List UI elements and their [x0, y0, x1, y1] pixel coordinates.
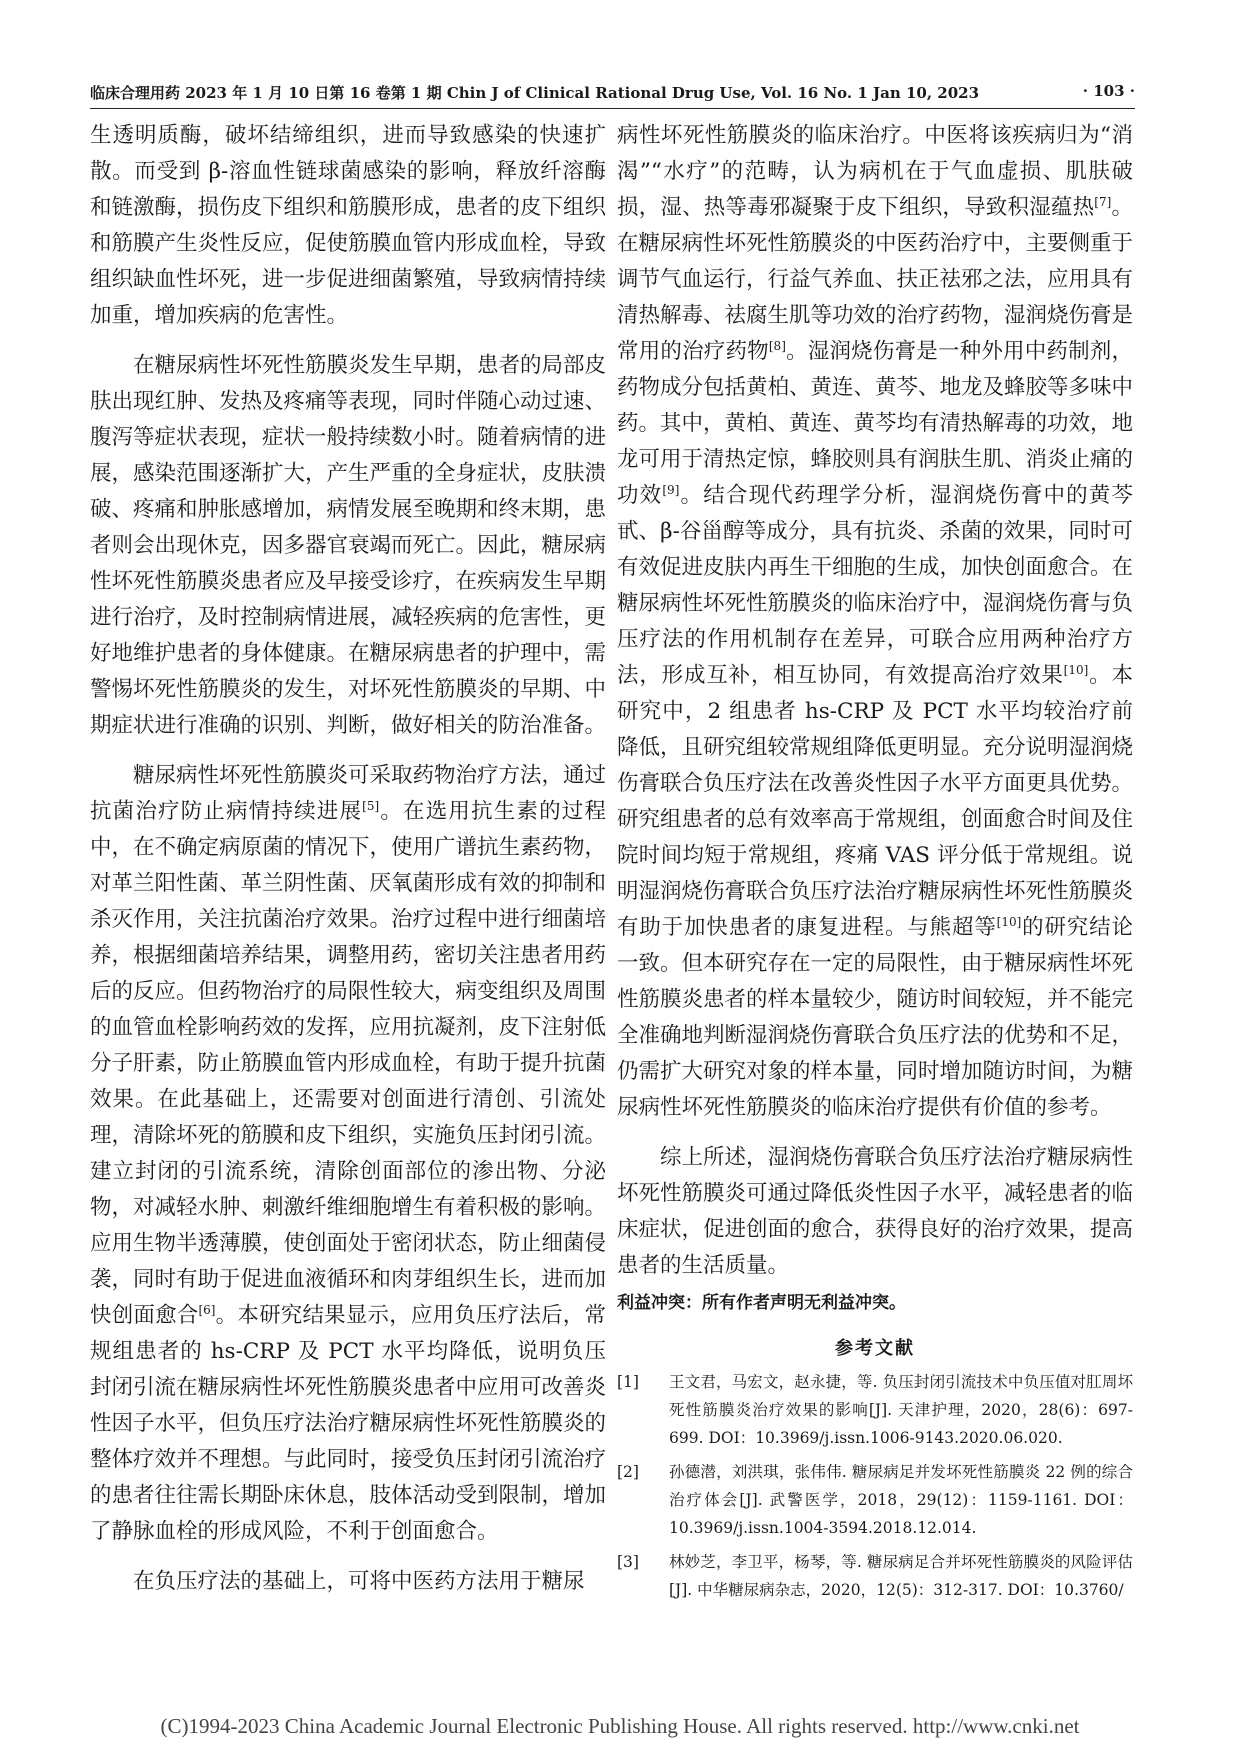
- text-run: 病性坏死性筋膜炎的临床治疗。中医将该疾病归为“消渴”“水疗”的范畴，认为病机在于气血虚损、肌肤破损，湿、热等毒邪凝聚于皮下组织，导致积湿蕴热: [617, 123, 1133, 220]
- citation-ref[interactable]: [7]: [1094, 194, 1112, 209]
- references-heading: 参考文献: [835, 1338, 915, 1359]
- citation-ref[interactable]: [10]: [996, 914, 1022, 929]
- text-run: 。在选用抗生素的过程中，在不确定病原菌的情况下，使用广谱抗生素药物，对革兰阳性菌、革兰阴性菌、厌氧菌形成有效的抑制和杀灭作用，关注抗菌治疗效果。治疗过程中进行细菌培养，根据细菌培养结果，调整用药，密切关注患者用药后的反应。但药物治疗的局限性较大，病变组织及周围的血管血栓影响药效的发挥，应用抗凝剂，皮下注射低分子肝素，防止筋膜血管内形成血栓，有助于提升抗菌效果。在此基础上，还需要对创面进行清创、引流处理，清除坏死的筋膜和皮下组织，实施负压封闭引流。建立封闭的引流系统，清除创面部位的渗出物、分泌物，对减轻水肿、刺激纤维细胞增生有着积极的影响。应用生物半透薄膜，使创面处于密闭状态，防止细菌侵袭，同时有助于促进血液循环和肉芽组织生长，进而加快创面愈合: [90, 799, 607, 1328]
- journal-citation: 临床合理用药 2023 年 1 月 10 日第 16 卷第 1 期 Chin J of Clinical Rational Drug Use, Vol. 16 No. 1 Jan 10, 2023: [90, 84, 980, 102]
- page-number: · 103 ·: [1082, 82, 1135, 100]
- copyright-footer: (C)1994-2023 China Academic Journal Electronic Publishing House. All rights reserved. http://www.cnki.net: [160, 1714, 1080, 1738]
- reference-number: [2]: [617, 1463, 639, 1481]
- paragraph: 在负压疗法的基础上，可将中医药方法用于糖尿: [133, 1569, 585, 1594]
- running-header: [90, 78, 1135, 109]
- reference-text: 林妙芝，李卫平，杨琴，等. 糖尿病足合并坏死性筋膜炎的风险评估[J]. 中华糖尿病杂志，2020，12(5)：312-317. DOI：10.3760/: [669, 1553, 1133, 1599]
- text-run: 的研究结论一致。但本研究存在一定的局限性，由于糖尿病性坏死性筋膜炎患者的样本量较少，随访时间较短，并不能完全准确地判断湿润烧伤膏联合负压疗法的优势和不足，仍需扩大研究对象的样本量，同时增加随访时间，为糖尿病性坏死性筋膜炎的临床治疗提供有价值的参考。: [617, 915, 1134, 1120]
- text-run: 。在糖尿病性坏死性筋膜炎的中医药治疗中，主要侧重于调节气血运行，行益气养血、扶正祛邪之法，应用具有清热解毒、祛腐生肌等功效的治疗药物，湿润烧伤膏是常用的治疗药物: [617, 195, 1134, 364]
- reference-text: 王文君，马宏文，赵永捷，等. 负压封闭引流技术中负压值对肛周坏死性筋膜炎治疗效果的影响[J]. 天津护理，2020，28(6)：697-699. DOI：10.3969/j.issn.1006-9143.2020.06.020.: [669, 1373, 1133, 1447]
- paragraph: [90, 758, 606, 1550]
- paragraph: [617, 118, 1133, 1126]
- citation-ref[interactable]: [8]: [768, 338, 786, 353]
- citation-ref[interactable]: [9]: [662, 482, 680, 497]
- text-run: 糖尿病性坏死性筋膜炎可采取药物治疗方法，通过抗菌治疗防止病情持续进展: [90, 763, 607, 824]
- conflict-statement: 利益冲突：所有作者声明无利益冲突。: [617, 1293, 906, 1313]
- text-run: 。本研究中，2 组患者 hs-CRP 及 PCT 水平均较治疗前降低，且研究组较常规组降低更明显。充分说明湿润烧伤膏联合负压疗法在改善炎性因子水平方面更具优势。研究组患者的总有效率高于常规组，创面愈合时间及住院时间均短于常规组，疼痛 VAS 评分低于常规组。说明湿润烧伤膏联合负压疗法治疗糖尿病性坏死性筋膜炎有助于加快患者的康复进程。与熊超等: [617, 663, 1134, 940]
- paragraph: 综上所述，湿润烧伤膏联合负压疗法治疗糖尿病性坏死性筋膜炎可通过降低炎性因子水平，减轻患者的临床症状，促进创面的愈合，获得良好的治疗效果，提高患者的生活质量。: [617, 1145, 1134, 1278]
- paragraph: 生透明质酶，破坏结缔组织，进而导致感染的快速扩散。而受到 β-溶血性链球菌感染的影响，释放纤溶酶和链激酶，损伤皮下组织和筋膜形成，患者的皮下组织和筋膜产生炎性反应，促使筋膜血管内形成血栓，导致组织缺血性坏死，进一步促进细菌繁殖，导致病情持续加重，增加疾病的危害性。: [90, 123, 607, 328]
- reference-number: [1]: [617, 1373, 639, 1391]
- citation-ref[interactable]: [5]: [362, 798, 380, 813]
- reference-item: [617, 1458, 1133, 1542]
- paragraph: 在糖尿病性坏死性筋膜炎发生早期，患者的局部皮肤出现红肿、发热及疼痛等表现，同时伴随心动过速、腹泻等症状表现，症状一般持续数小时。随着病情的进展，感染范围逐渐扩大，产生严重的全身症状，皮肤溃破、疼痛和肿胀感增加，病情发展至晚期和终末期，患者则会出现休克，因多器官衰竭而死亡。因此，糖尿病性坏死性筋膜炎患者应及早接受诊疗，在疾病发生早期进行治疗，及时控制病情进展，减轻疾病的危害性，更好地维护患者的身体健康。在糖尿病患者的护理中，需警惕坏死性筋膜炎的发生，对坏死性筋膜炎的早期、中期症状进行准确的识别、判断，做好相关的防治准备。: [90, 353, 607, 738]
- reference-item: [617, 1548, 1133, 1604]
- text-run: 。湿润烧伤膏是一种外用中药制剂，药物成分包括黄柏、黄连、黄芩、地龙及蜂胶等多味中药。其中，黄柏、黄连、黄芩均有清热解毒的功效，地龙可用于清热定惊，蜂胶则具有润肤生肌、消炎止痛的功效: [617, 339, 1134, 508]
- reference-number: [3]: [617, 1553, 639, 1571]
- citation-ref[interactable]: [10]: [1063, 662, 1089, 677]
- citation-ref[interactable]: [6]: [198, 1302, 216, 1317]
- reference-item: [617, 1368, 1133, 1452]
- reference-text: 孙德潜，刘洪琪，张伟伟. 糖尿病足并发坏死性筋膜炎 22 例的综合治疗体会[J]. 武警医学，2018，29(12)：1159-1161. DOI：10.3969/j.issn.1004-3594.2018.12.014.: [669, 1463, 1133, 1537]
- left-column: [90, 118, 606, 1600]
- right-column: [617, 118, 1133, 1610]
- text-run: 。本研究结果显示，应用负压疗法后，常规组患者的 hs-CRP 及 PCT 水平均降低，说明负压封闭引流在糖尿病性坏死性筋膜炎患者中应用可改善炎性因子水平，但负压疗法治疗糖尿病性坏死性筋膜炎的整体疗效并不理想。与此同时，接受负压封闭引流治疗的患者往往需长期卧床休息，肢体活动受到限制，增加了静脉血栓的形成风险，不利于创面愈合。: [90, 1303, 607, 1544]
- text-run: 。结合现代药理学分析，湿润烧伤膏中的黄芩甙、β-谷甾醇等成分，具有抗炎、杀菌的效果，同时可有效促进皮肤内再生干细胞的生成，加快创面愈合。在糖尿病性坏死性筋膜炎的临床治疗中，湿润烧伤膏与负压疗法的作用机制存在差异，可联合应用两种治疗方法，形成互补，相互协同，有效提高治疗效果: [617, 483, 1134, 688]
